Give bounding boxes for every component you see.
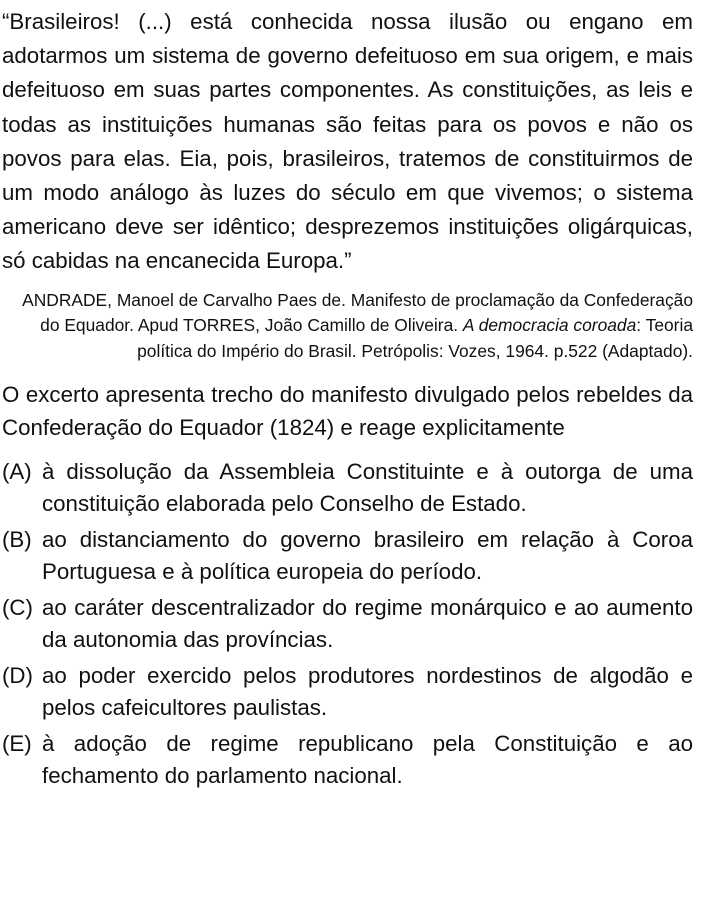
option-a-text: à dissolução da Assembleia Constituinte e à outorga de uma constituição elaborada pelo Conselho de Estado. [42,459,693,516]
answer-options [2,456,693,791]
option-b-text: ao distanciamento do governo brasileiro em relação à Coroa Portuguesa e à política europeia do período. [42,527,693,584]
option-c-text: ao caráter descentralizador do regime monárquico e ao aumento da autonomia das províncias. [42,595,693,652]
option-c[interactable] [2,592,693,655]
option-d-text: ao poder exercido pelos produtores nordestinos de algodão e pelos cafeicultores paulistas. [42,663,693,720]
manifesto-quote: “Brasileiros! (...) está conhecida nossa ilusão ou engano em adotarmos um sistema de governo defeituoso em sua origem, e mais defeituoso em suas partes componentes. As constituições, as leis e todas as instituições humanas são feitas para os povos e não os povos para elas. Eia, pois, brasileiros, tratemos de constituirmos de um modo análogo às luzes do século em que vivemos; o sistema americano deve ser idêntico; desprezemos instituições oligárquicas, só cabidas na encanecida Europa.” [2,9,693,274]
citation-book-title: A democracia coroada [462,315,637,336]
option-d-letter: (D) [2,663,33,689]
option-c-letter: (C) [2,595,33,621]
option-e-text: à adoção de regime republicano pela Constituição e ao fechamento do parlamento nacional. [42,731,693,788]
citation-reference: ANDRADE, Manoel de Carvalho Paes de. Manifesto de proclamação da Confederação do Equador. Apud TORRES, João Camillo de Oliveira. [22,289,693,336]
option-b-letter: (B) [2,527,32,553]
option-e-letter: (E) [2,731,32,757]
question-stem: O excerto apresenta trecho do manifesto divulgado pelos rebeldes da Confederação do Equador (1824) e reage explicitamente [2,382,693,441]
option-e[interactable] [2,728,693,791]
option-a-letter: (A) [2,459,32,485]
source-citation [2,288,693,365]
citation-details: : Teoria política do Império do Brasil. Petrópolis: Vozes, 1964. p.522 (Adaptado). [137,315,693,361]
option-d[interactable] [2,660,693,723]
option-b[interactable] [2,524,693,587]
option-a[interactable] [2,456,693,519]
